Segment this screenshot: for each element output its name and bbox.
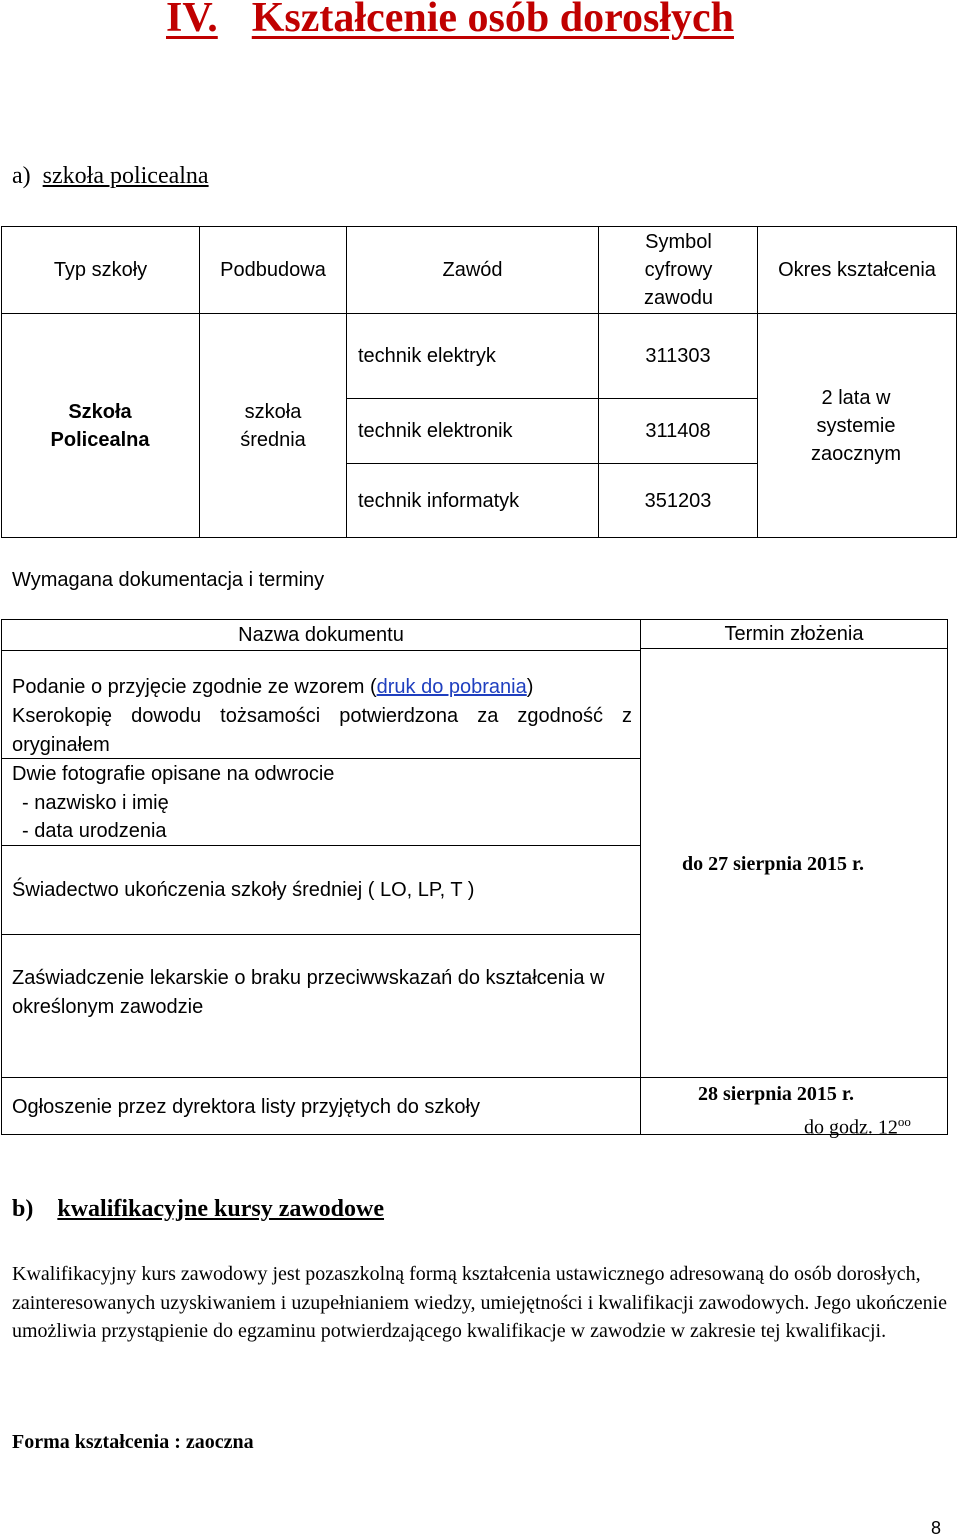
download-form-link[interactable]: druk do pobrania (376, 676, 527, 698)
header-duration: Okres kształcenia (778, 259, 936, 281)
doc-photos-item: - nazwisko i imię (22, 791, 169, 814)
profession-cell: technik elektryk (358, 345, 496, 367)
section-b-heading (12, 1196, 384, 1223)
form-of-study: Forma kształcenia : zaoczna (12, 1431, 254, 1453)
profession-cell: technik informatyk (358, 489, 520, 512)
header-foundation: Podbudowa (220, 259, 326, 281)
doc-announcement: Ogłoszenie przez dyrektora listy przyjętych do szkoły (12, 1096, 480, 1118)
section-a-title: szkoła policealna (42, 163, 209, 189)
code-cell: 311303 (645, 345, 711, 367)
deadline-announcement-date: 28 sierpnia 2015 r. (698, 1083, 854, 1105)
section-a-letter: a) (12, 163, 31, 189)
header-code: Symbol cyfrowy zawodu (644, 231, 713, 309)
doc-application: Podanie o przyjęcie zgodnie ze wzorem (druk do pobrania) (12, 676, 534, 698)
school-type-cell: Szkoła Policealna (50, 400, 150, 451)
doc-photos-item: - data urodzenia (22, 820, 167, 842)
section-b-paragraph: Kwalifikacyjny kurs zawodowy jest pozaszkolną formą kształcenia ustawicznego adresowaną do osób dorosłych, zainteresowanych uzyskiwaniem i uzupełnianiem wiedzy, umiejętności i kwalifikacji zawodowych. Jego ukończenie umożliwia przystąpienie do egzaminu potwierdzającego kwalifikacje w zawodzie w zakresie tej kwalifikacji. (12, 1263, 948, 1342)
code-cell: 351203 (644, 489, 712, 512)
header-school-type: Typ szkoły (53, 259, 148, 281)
doc-id-copy: Kserokopię dowodu tożsamości potwierdzona za zgodność z oryginałem (12, 705, 632, 756)
doc-certificate: Świadectwo ukończenia szkoły średniej ( LO, LP, T ) (12, 879, 475, 901)
docs-caption: Wymagana dokumentacja i terminy (12, 569, 325, 591)
profession-cell: technik elektronik (358, 420, 513, 442)
section-b-title: kwalifikacyjne kursy zawodowe (57, 1196, 385, 1222)
code-cell: 311408 (645, 420, 711, 442)
heading-number: IV. (166, 0, 218, 41)
section-b-letter: b) (12, 1196, 34, 1222)
doc-medical: Zaświadczenie lekarskie o braku przeciwwskazań do kształcenia w określonym zawodzie (12, 967, 605, 1018)
doc-photos: Dwie fotografie opisane na odwrocie - nazwisko i imię - data urodzenia (12, 760, 632, 846)
docs-header-name: Nazwa dokumentu (238, 624, 404, 646)
page-number: 8 (931, 1518, 942, 1538)
docs-header-deadline: Termin złożenia (724, 623, 864, 645)
duration-cell: 2 lata w systemie zaocznym (810, 386, 902, 465)
header-profession: Zawód (442, 259, 503, 281)
heading-title: Kształcenie osób dorosłych (251, 0, 734, 41)
deadline-documents: do 27 sierpnia 2015 r. (682, 853, 865, 875)
deadline-announcement-time: do godz. $12^{oo}$ (804, 1114, 911, 1139)
foundation-cell: szkoła średnia (240, 400, 306, 451)
